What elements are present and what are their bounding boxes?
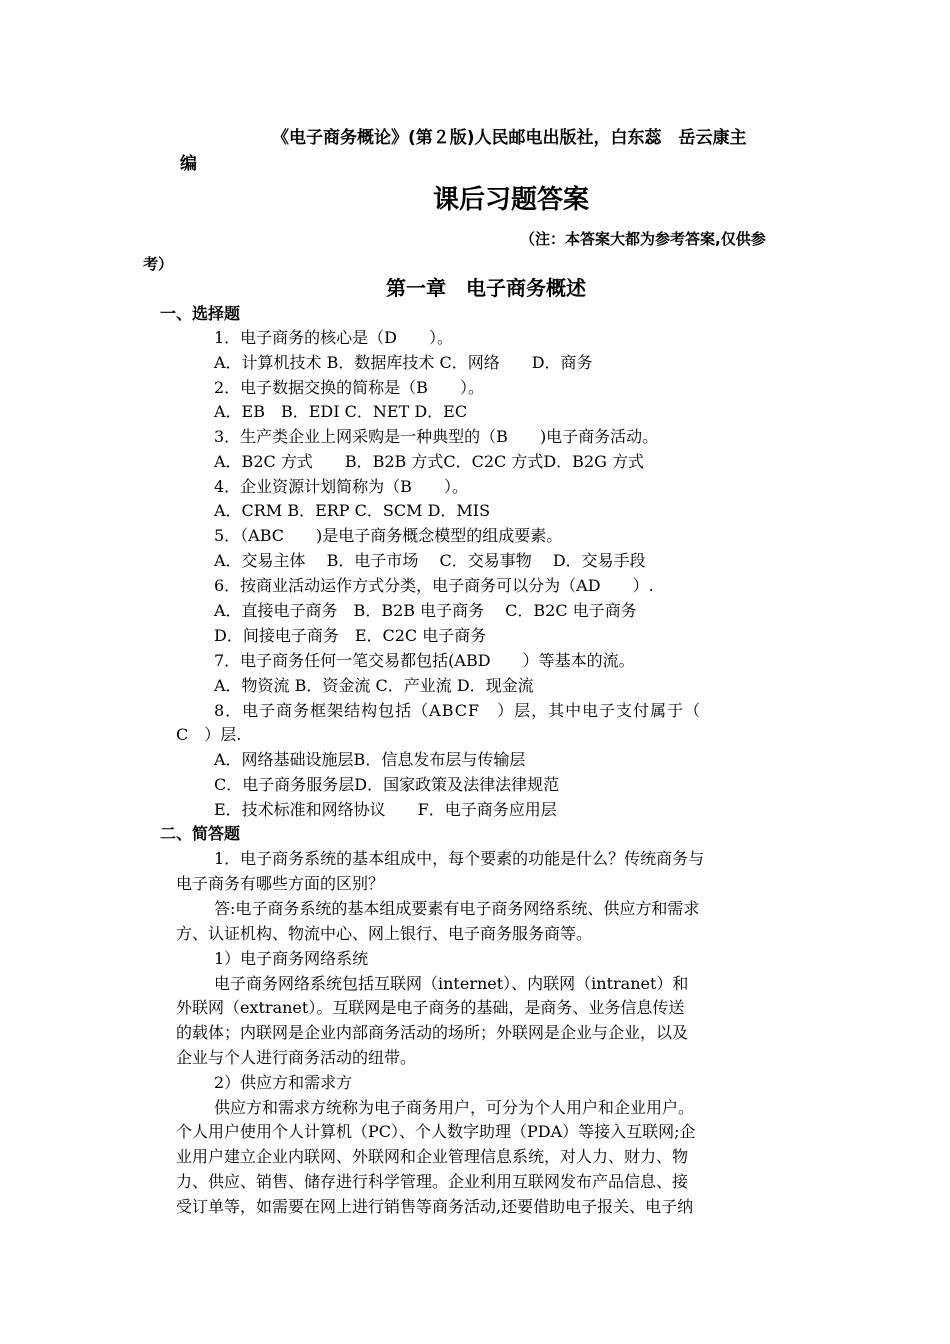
chapter-heading: 第一章 电子商务概述 — [386, 276, 586, 300]
answer-line: 电子商务网络系统包括互联网（internet）、内联网（intranet）和 — [214, 974, 689, 993]
answer-line: 受订单等，如需要在网上进行销售等商务活动,还要借助电子报关、电子纳 — [176, 1197, 694, 1216]
answer-line: 供应方和需求方统称为电子商务用户，可分为个人用户和企业用户。 — [214, 1098, 695, 1117]
choice-line: E．技术标准和网络协议 F．电子商务应用层 — [214, 800, 557, 819]
choice-line: A．计算机技术 B．数据库技术 C．网络 D．商务 — [214, 353, 593, 372]
note-line-1: （注：本答案大都为参考答案,仅供参 — [520, 230, 766, 248]
answer-line: 方、认证机构、物流中心、网上银行、电子商务服务商等。 — [176, 924, 593, 943]
choice-line: 2．电子数据交换的简称是（B ）。 — [214, 378, 484, 397]
choice-line: C．电子商务服务层D．国家政策及法律法律规范 — [214, 775, 560, 794]
choice-line: 7．电子商务任何一笔交易都包括(ABD ）等基本的流。 — [214, 651, 635, 670]
section-heading-choice: 一、选择题 — [160, 304, 241, 323]
choice-line: 8．电子商务框架结构包括（ABCF ）层，其中电子支付属于（ — [214, 701, 702, 720]
choice-line: A．物资流 B．资金流 C．产业流 D．现金流 — [214, 676, 534, 695]
answer-line: 2）供应方和需求方 — [214, 1073, 353, 1092]
answer-line: 的载体；内联网是企业内部商务活动的场所；外联网是企业与企业，以及 — [176, 1023, 689, 1042]
answer-line: 个人用户使用个人计算机（PC）、个人数字助理（PDA）等接入互联网;企 — [176, 1122, 696, 1141]
choice-line: 3．生产类企业上网采购是一种典型的（B )电子商务活动。 — [214, 427, 659, 446]
answer-line: 力、供应、销售、储存进行科学管理。企业利用互联网发布产品信息、接 — [176, 1172, 689, 1191]
answer-line: 1．电子商务系统的基本组成中，每个要素的功能是什么？传统商务与 — [214, 849, 705, 868]
book-citation-line-2: 编 — [180, 154, 197, 174]
choice-line: 4．企业资源计划简称为（B ）。 — [214, 477, 468, 496]
choice-line: 6．按商业活动运作方式分类，电子商务可以分为（AD ）. — [214, 576, 654, 595]
answer-line: 企业与个人进行商务活动的纽带。 — [176, 1048, 417, 1067]
choice-line: 1．电子商务的核心是（D ）。 — [214, 328, 454, 347]
answer-line: 外联网（extranet）。互联网是电子商务的基础，是商务、业务信息传送 — [176, 998, 685, 1017]
answer-line: 1）电子商务网络系统 — [214, 949, 369, 968]
choice-line: D．间接电子商务 E．C2C 电子商务 — [214, 626, 487, 645]
answer-line: 电子商务有哪些方面的区别？ — [176, 874, 385, 893]
choice-line: A．B2C 方式 B．B2B 方式C．C2C 方式D．B2G 方式 — [214, 452, 644, 471]
book-citation-line-1: 《电子商务概论》(第２版)人民邮电出版社，白东蕊 岳云康主 — [272, 128, 747, 148]
choice-line: A．CRM B．ERP C．SCM D．MIS — [214, 501, 491, 520]
answer-line: 答:电子商务系统的基本组成要素有电子商务网络系统、供应方和需求 — [214, 899, 700, 918]
document-title: 课后习题答案 — [433, 185, 590, 215]
section-heading-short-answer: 二、简答题 — [160, 824, 241, 843]
choice-line: A．直接电子商务 B．B2B 电子商务 C．B2C 电子商务 — [214, 601, 637, 620]
choice-line: C ）层. — [176, 725, 242, 744]
choice-line: 5．（ABC )是电子商务概念模型的组成要素。 — [214, 526, 563, 545]
answer-line: 业用户建立企业内联网、外联网和企业管理信息系统，对人力、财力、物 — [176, 1147, 689, 1166]
choice-line: A．网络基础设施层B．信息发布层与传输层 — [214, 750, 526, 769]
note-line-2: 考） — [143, 255, 174, 273]
choice-line: A．交易主体 B．电子市场 C．交易事物 D．交易手段 — [214, 551, 646, 570]
choice-line: A．EB B．EDI C．NET D．EC — [214, 402, 468, 421]
